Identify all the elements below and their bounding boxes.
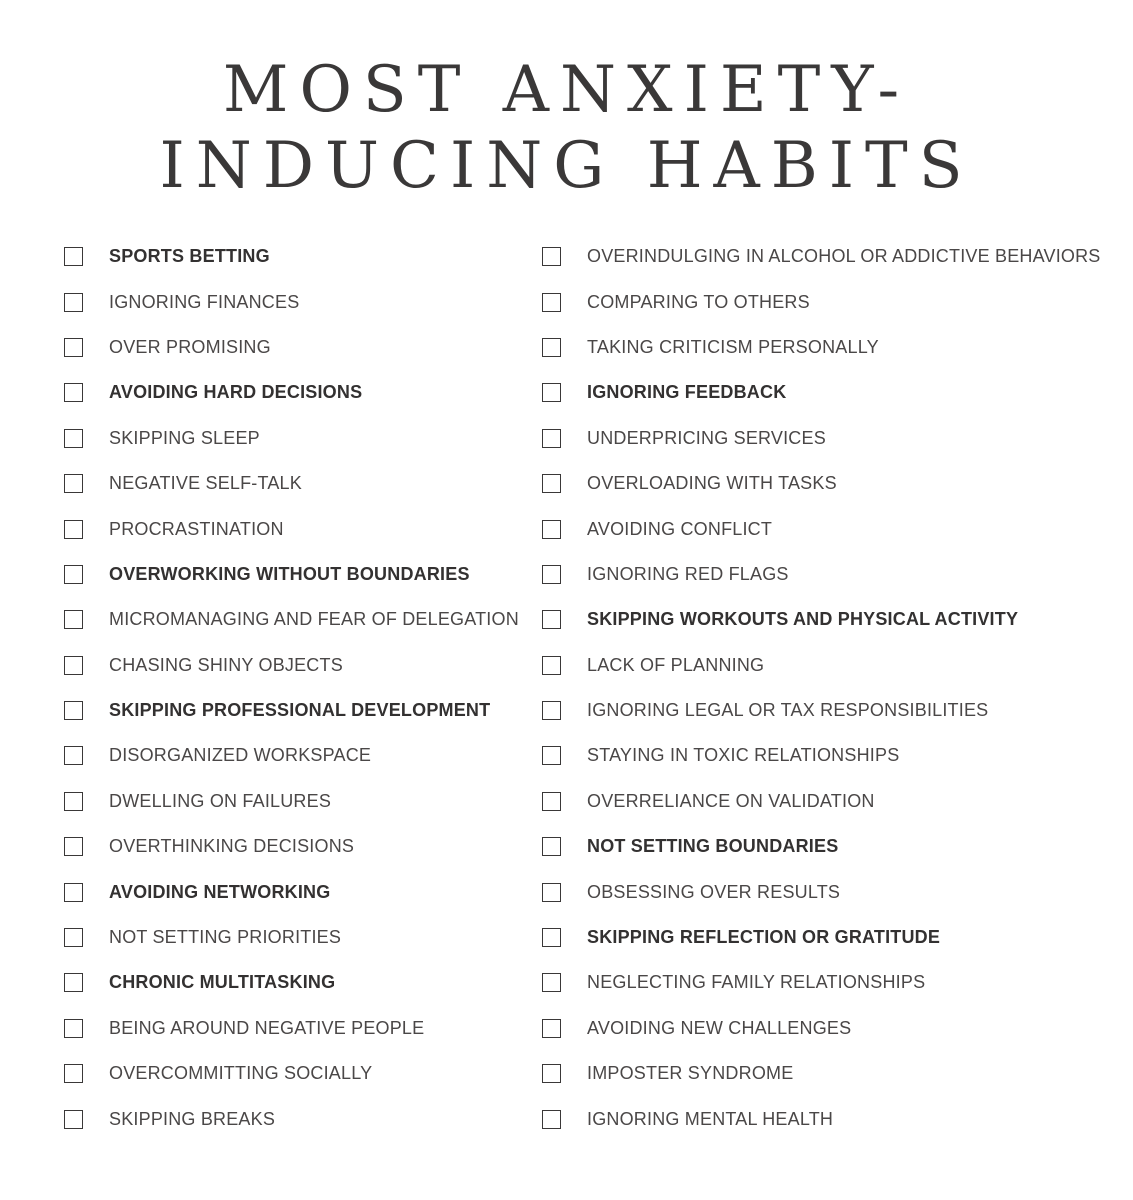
checklist-item[interactable]	[542, 279, 1112, 324]
checklist-item-label: SKIPPING WORKOUTS AND PHYSICAL ACTIVITY	[587, 609, 1019, 630]
checkbox-icon[interactable]	[542, 837, 561, 856]
checklist-item-label: SKIPPING BREAKS	[109, 1108, 276, 1129]
checklist-item-label: NOT SETTING PRIORITIES	[109, 927, 342, 948]
checklist-item[interactable]	[542, 1096, 1112, 1141]
checklist-right-column	[542, 234, 1112, 1142]
page-title-line-1: MOST ANXIETY-	[222, 53, 911, 127]
checklist-item-label: AVOIDING HARD DECISIONS	[109, 382, 363, 403]
checkbox-icon[interactable]	[64, 883, 83, 902]
checklist-item[interactable]	[542, 416, 1112, 461]
checklist-item-label: AVOIDING NEW CHALLENGES	[587, 1017, 852, 1038]
checklist-item-label: OBSESSING OVER RESULTS	[587, 881, 841, 902]
checkbox-icon[interactable]	[64, 701, 83, 720]
checklist-item-label: OVERLOADING WITH TASKS	[587, 473, 837, 494]
checklist-item[interactable]	[542, 869, 1112, 914]
checklist-item-label: SKIPPING REFLECTION OR GRATITUDE	[587, 927, 941, 948]
checklist-item-label: TAKING CRITICISM PERSONALLY	[587, 336, 879, 357]
checklist-item[interactable]	[64, 370, 534, 415]
checklist-item-label: DWELLING ON FAILURES	[109, 790, 332, 811]
checklist-item-label: OVERRELIANCE ON VALIDATION	[587, 790, 875, 811]
checkbox-icon[interactable]	[542, 565, 561, 584]
checklist-item-label: LACK OF PLANNING	[587, 654, 765, 675]
checklist-item[interactable]	[64, 597, 534, 642]
checklist-item-label: OVER PROMISING	[109, 336, 271, 357]
checklist-item[interactable]	[542, 325, 1112, 370]
checklist-item[interactable]	[542, 824, 1112, 869]
checklist-item-label: IGNORING FEEDBACK	[587, 382, 787, 403]
checklist-item-label: MICROMANAGING AND FEAR OF DELEGATION	[109, 609, 519, 630]
checklist-item-label: OVERTHINKING DECISIONS	[109, 836, 355, 857]
checklist-item[interactable]	[542, 915, 1112, 960]
checklist-item[interactable]	[542, 461, 1112, 506]
checklist-item[interactable]	[64, 688, 534, 733]
checkbox-icon[interactable]	[542, 293, 561, 312]
checklist-item-label: IGNORING MENTAL HEALTH	[587, 1108, 834, 1129]
checkbox-icon[interactable]	[542, 338, 561, 357]
checklist-item-label: OVERWORKING WITHOUT BOUNDARIES	[109, 563, 470, 584]
checkbox-icon[interactable]	[64, 338, 83, 357]
checklist-item-label: STAYING IN TOXIC RELATIONSHIPS	[587, 745, 900, 766]
checklist-item-label: OVERINDULGING IN ALCOHOL OR ADDICTIVE BEHAVIORS	[587, 246, 1101, 267]
checkbox-icon[interactable]	[64, 383, 83, 402]
checklist-item[interactable]	[542, 552, 1112, 597]
checklist-item-label: COMPARING TO OTHERS	[587, 291, 810, 312]
checkbox-icon[interactable]	[64, 973, 83, 992]
checklist-item-label: DISORGANIZED WORKSPACE	[109, 745, 372, 766]
checkbox-icon[interactable]	[542, 746, 561, 765]
checkbox-icon[interactable]	[542, 429, 561, 448]
checkbox-icon[interactable]	[542, 883, 561, 902]
checklist-item[interactable]	[542, 1051, 1112, 1096]
checklist-item-label: PROCRASTINATION	[109, 518, 284, 539]
checkbox-icon[interactable]	[64, 1110, 83, 1129]
checkbox-icon[interactable]	[64, 792, 83, 811]
checklist-item[interactable]	[542, 779, 1112, 824]
checkbox-icon[interactable]	[542, 1064, 561, 1083]
checklist-item[interactable]	[542, 1006, 1112, 1051]
checklist-item-label: IMPOSTER SYNDROME	[587, 1063, 794, 1084]
checkbox-icon[interactable]	[64, 1019, 83, 1038]
checkbox-icon[interactable]	[64, 520, 83, 539]
checklist-item[interactable]	[542, 506, 1112, 551]
checklist-item-label: SPORTS BETTING	[109, 246, 270, 267]
checkbox-icon[interactable]	[542, 792, 561, 811]
checklist-item-label: AVOIDING CONFLICT	[587, 518, 773, 539]
checkbox-icon[interactable]	[542, 247, 561, 266]
checklist-item[interactable]	[64, 960, 534, 1005]
checkbox-icon[interactable]	[542, 1110, 561, 1129]
checklist-item-label: UNDERPRICING SERVICES	[587, 427, 826, 448]
checklist-item-label: OVERCOMMITTING SOCIALLY	[109, 1063, 373, 1084]
checklist-item[interactable]	[64, 279, 534, 324]
checkbox-icon[interactable]	[542, 610, 561, 629]
checklist-item-label: SKIPPING PROFESSIONAL DEVELOPMENT	[109, 700, 491, 721]
checkbox-icon[interactable]	[542, 973, 561, 992]
checklist-item-label: BEING AROUND NEGATIVE PEOPLE	[109, 1017, 425, 1038]
checklist-item-label: CHRONIC MULTITASKING	[109, 972, 336, 993]
checkbox-icon[interactable]	[542, 928, 561, 947]
checklist-item[interactable]	[64, 869, 534, 914]
checkbox-icon[interactable]	[64, 247, 83, 266]
checklist-item-label: CHASING SHINY OBJECTS	[109, 654, 343, 675]
checklist-item-label: NOT SETTING BOUNDARIES	[587, 836, 839, 857]
checklist-item-label: IGNORING LEGAL OR TAX RESPONSIBILITIES	[587, 700, 989, 721]
checklist-item[interactable]	[64, 1006, 534, 1051]
checkbox-icon[interactable]	[64, 1064, 83, 1083]
checkbox-icon[interactable]	[542, 1019, 561, 1038]
checklist-item-label: NEGATIVE SELF-TALK	[109, 473, 302, 494]
checklist-item[interactable]	[542, 960, 1112, 1005]
checkbox-icon[interactable]	[64, 429, 83, 448]
checklist-item[interactable]	[64, 416, 534, 461]
checkbox-icon[interactable]	[64, 837, 83, 856]
checkbox-icon[interactable]	[64, 565, 83, 584]
checklist-item-label: IGNORING FINANCES	[109, 291, 300, 312]
checklist-item[interactable]	[542, 643, 1112, 688]
checklist-item[interactable]	[64, 779, 534, 824]
checkbox-icon[interactable]	[542, 701, 561, 720]
checklist-item[interactable]	[542, 688, 1112, 733]
checklist-item[interactable]	[64, 325, 534, 370]
checklist-item[interactable]	[64, 506, 534, 551]
checklist-item[interactable]	[64, 1051, 534, 1096]
checklist-left-column	[64, 234, 534, 1142]
checkbox-icon[interactable]	[64, 928, 83, 947]
checklist-item-label: NEGLECTING FAMILY RELATIONSHIPS	[587, 972, 926, 993]
checklist-item[interactable]	[64, 461, 534, 506]
checkbox-icon[interactable]	[542, 383, 561, 402]
checklist-item[interactable]	[542, 733, 1112, 778]
checkbox-icon[interactable]	[542, 656, 561, 675]
checklist-item[interactable]	[64, 1096, 534, 1141]
checklist-item-label: IGNORING RED FLAGS	[587, 563, 789, 584]
checkbox-icon[interactable]	[64, 746, 83, 765]
checklist-item[interactable]	[64, 824, 534, 869]
checkbox-icon[interactable]	[64, 293, 83, 312]
checklist-item[interactable]	[64, 234, 534, 279]
checkbox-icon[interactable]	[542, 474, 561, 493]
checklist-item[interactable]	[64, 643, 534, 688]
checklist-item[interactable]	[64, 915, 534, 960]
checklist-item[interactable]	[542, 370, 1112, 415]
checkbox-icon[interactable]	[542, 520, 561, 539]
page-title-line-2: INDUCING HABITS	[159, 129, 974, 203]
checklist-item-label: AVOIDING NETWORKING	[109, 881, 331, 902]
checkbox-icon[interactable]	[64, 656, 83, 675]
checklist-item[interactable]	[542, 597, 1112, 642]
checkbox-icon[interactable]	[64, 474, 83, 493]
checkbox-icon[interactable]	[64, 610, 83, 629]
checklist-item[interactable]	[64, 733, 534, 778]
checklist-item[interactable]	[64, 552, 534, 597]
checklist-item-label: SKIPPING SLEEP	[109, 427, 260, 448]
checklist-item[interactable]	[542, 234, 1112, 279]
